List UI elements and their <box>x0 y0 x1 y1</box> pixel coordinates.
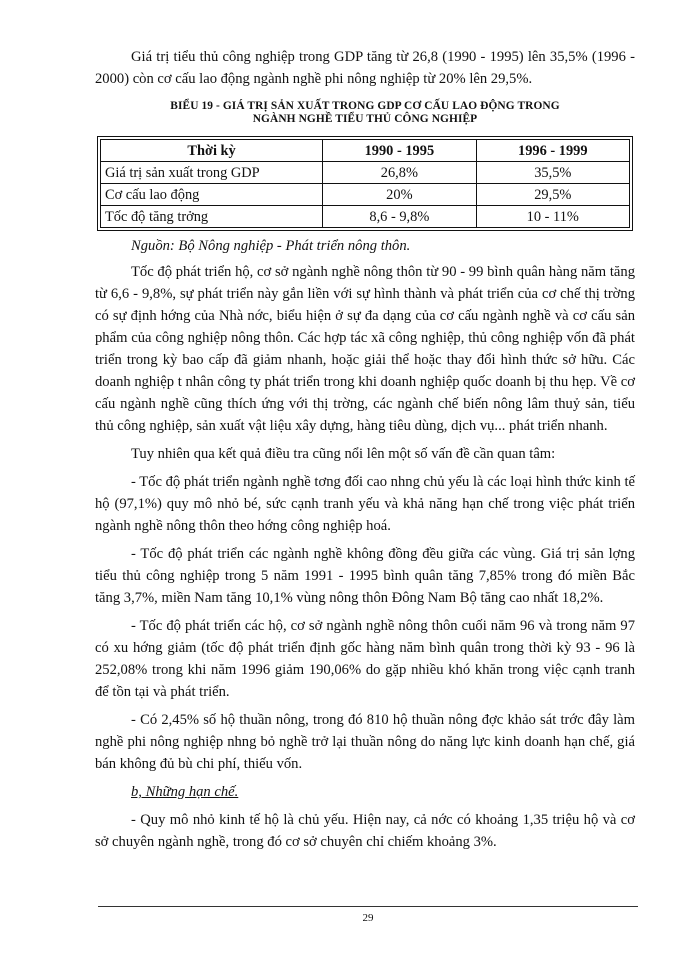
table-title <box>95 100 635 126</box>
header-period: Thời kỳ <box>101 140 323 162</box>
cell-value: 10 - 11% <box>476 206 629 228</box>
data-table <box>100 139 630 228</box>
body-paragraph: - Tốc độ phát triển các ngành nghề không đồng đều giữa các vùng. Giá trị sản lợng tiểu thủ công nghiệp trong 5 năm 1991 - 1995 bình quân tăng 7,85% trong đó miền Bắc tăng 3,7%, miền Nam tăng 10,1% vùng nông thôn Đông Nam Bộ tăng cao nhất 18,2%. <box>95 546 635 606</box>
table-frame <box>97 136 633 231</box>
body-paragraph: - Có 2,45% số hộ thuần nông, trong đó 810 hộ thuần nông đợc khảo sát trớc đây làm nghề phi nông nghiệp nhng bỏ nghề trở lại thuần nông do năng lực kinh doanh hạn chế, giá bán không đủ bù chi phí, thiếu vốn. <box>95 712 635 772</box>
page-number: 29 <box>362 912 374 924</box>
row-label: Cơ cấu lao động <box>101 184 323 206</box>
intro-paragraph: Giá trị tiểu thủ công nghiệp trong GDP tăng từ 26,8 (1990 - 1995) lên 35,5% (1996 - 2000) còn cơ cấu lao động ngành nghề phi nông nghiệp từ 20% lên 29,5%. <box>95 49 635 87</box>
table-title-line-1: BIỂU 19 - GIÁ TRỊ SẢN XUẤT TRONG GDP CƠ CẤU LAO ĐỘNG TRONG <box>170 100 560 112</box>
cell-value: 8,6 - 9,8% <box>323 206 476 228</box>
table-title-line-2: NGÀNH NGHỀ TIỂU THỦ CÔNG NGHIỆP <box>252 113 478 125</box>
table-row <box>101 206 630 228</box>
cell-value: 35,5% <box>476 162 629 184</box>
body-paragraph: - Quy mô nhỏ kinh tế hộ là chủ yếu. Hiện nay, cả nớc có khoảng 1,35 triệu hộ và cơ sở chuyên ngành nghề, trong đó cơ sở chuyên chỉ chiếm khoảng 3%. <box>95 812 635 850</box>
header-1996-1999: 1996 - 1999 <box>476 140 629 162</box>
table-row <box>101 162 630 184</box>
section-subheading: b, Những hạn chế. <box>131 784 239 800</box>
cell-value: 20% <box>323 184 476 206</box>
cell-value: 26,8% <box>323 162 476 184</box>
row-label: Tốc độ tăng trởng <box>101 206 323 228</box>
footer-rule <box>98 906 638 907</box>
table-source: Nguồn: Bộ Nông nghiệp - Phát triển nông thôn. <box>131 238 411 254</box>
body-paragraph: Tuy nhiên qua kết quả điều tra cũng nổi lên một số vấn đề cần quan tâm: <box>131 446 556 462</box>
body-paragraph: - Tốc độ phát triển các hộ, cơ sở ngành nghề nông thôn cuối năm 96 và trong năm 97 có xu hớng giảm (tốc độ phát triển định gốc hàng năm bình quân trong thời kỳ 93 - 96 là 252,08% trong khi năm 1996 giảm 190,06% do gặp nhiều khó khăn trong việc cạnh tranh để tồn tại và phát triển. <box>95 618 635 700</box>
table-row <box>101 184 630 206</box>
cell-value: 29,5% <box>476 184 629 206</box>
row-label: Giá trị sản xuất trong GDP <box>101 162 323 184</box>
body-paragraph: Tốc độ phát triển hộ, cơ sở ngành nghề nông thôn từ 90 - 99 bình quân hàng năm tăng từ 6,6 - 9,8%, sự phát triển này gắn liền với sự hình thành và phát triển của cơ chế thị trờng có sự định hớng của Nhà nớc, biểu hiện ở sự đa dạng của cơ cấu ngành nghề và cơ cấu sản phẩm của công nghiệp nông thôn. Các hợp tác xã công nghiệp, thủ công nghiệp vốn đã phát triển trong kỳ bao cấp đã giảm nhanh, hoặc giải thể hoặc thay đổi hình thức sở hữu. Các doanh nghiệp t nhân công ty phát triển trong khi doanh nghiệp quốc doanh bị thu hẹp. Về cơ cấu ngành nghề cũng thích ứng với thị trờng, các ngành chế biến nông lâm thuỷ sản, tiểu thủ công nghiệp, sản xuất vật liệu xây dựng, hàng tiêu dùng, dịch vụ... phát triển nhanh. <box>95 264 635 434</box>
table-header-row <box>101 140 630 162</box>
document-page <box>95 46 635 853</box>
header-1990-1995: 1990 - 1995 <box>323 140 476 162</box>
body-paragraph: - Tốc độ phát triển ngành nghề tơng đối cao nhng chủ yếu là các loại hình thức kinh tế hộ (97,1%) quy mô nhỏ bé, sức cạnh tranh yếu và khả năng hạn chế trong việc phát triển ngành nghề nông thôn theo hớng công nghiệp hoá. <box>95 474 635 534</box>
